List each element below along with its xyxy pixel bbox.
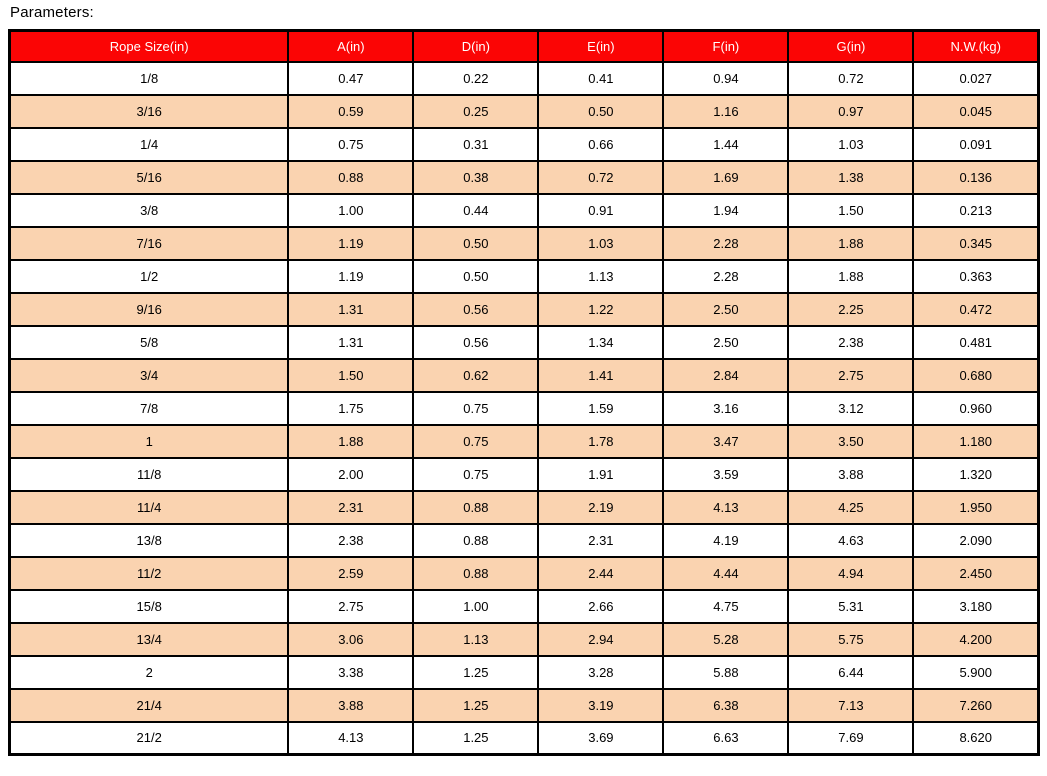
value-cell: 2.59 [288,557,413,590]
value-cell: 3.47 [663,425,788,458]
column-header: Rope Size(in) [10,31,289,62]
rope-size-cell: 15/8 [10,590,289,623]
value-cell: 1.25 [413,722,538,755]
value-cell: 1.88 [288,425,413,458]
value-cell: 1.44 [663,128,788,161]
rope-size-cell: 3/16 [10,95,289,128]
value-cell: 1.950 [913,491,1038,524]
value-cell: 0.44 [413,194,538,227]
value-cell: 0.97 [788,95,913,128]
column-header: A(in) [288,31,413,62]
value-cell: 0.472 [913,293,1038,326]
value-cell: 1.50 [288,359,413,392]
value-cell: 3.06 [288,623,413,656]
value-cell: 0.88 [288,161,413,194]
table-row [10,128,1039,161]
table-row [10,458,1039,491]
value-cell: 0.22 [413,62,538,95]
value-cell: 0.50 [538,95,663,128]
value-cell: 2.75 [788,359,913,392]
table-row [10,656,1039,689]
value-cell: 1.16 [663,95,788,128]
rope-size-cell: 9/16 [10,293,289,326]
value-cell: 3.12 [788,392,913,425]
value-cell: 1.31 [288,293,413,326]
value-cell: 2.94 [538,623,663,656]
value-cell: 2.66 [538,590,663,623]
table-row [10,194,1039,227]
value-cell: 3.38 [288,656,413,689]
value-cell: 1.88 [788,227,913,260]
value-cell: 0.75 [413,425,538,458]
value-cell: 2.38 [788,326,913,359]
value-cell: 1.03 [538,227,663,260]
rope-size-cell: 3/8 [10,194,289,227]
column-header: N.W.(kg) [913,31,1038,62]
column-header: D(in) [413,31,538,62]
value-cell: 0.680 [913,359,1038,392]
value-cell: 1.03 [788,128,913,161]
value-cell: 3.59 [663,458,788,491]
value-cell: 4.25 [788,491,913,524]
value-cell: 2.28 [663,227,788,260]
value-cell: 3.19 [538,689,663,722]
value-cell: 2.00 [288,458,413,491]
value-cell: 0.72 [788,62,913,95]
rope-size-cell: 1/4 [10,128,289,161]
table-row [10,590,1039,623]
value-cell: 6.38 [663,689,788,722]
value-cell: 1.19 [288,227,413,260]
value-cell: 7.13 [788,689,913,722]
value-cell: 2.090 [913,524,1038,557]
value-cell: 0.59 [288,95,413,128]
page-title: Parameters: [10,4,94,21]
value-cell: 7.260 [913,689,1038,722]
value-cell: 2.28 [663,260,788,293]
value-cell: 2.31 [538,524,663,557]
value-cell: 4.75 [663,590,788,623]
value-cell: 1.69 [663,161,788,194]
value-cell: 8.620 [913,722,1038,755]
rope-size-cell: 1 [10,425,289,458]
value-cell: 5.88 [663,656,788,689]
table-row [10,359,1039,392]
table-row [10,326,1039,359]
value-cell: 3.16 [663,392,788,425]
value-cell: 0.88 [413,491,538,524]
value-cell: 1.50 [788,194,913,227]
value-cell: 4.63 [788,524,913,557]
value-cell: 0.41 [538,62,663,95]
value-cell: 0.091 [913,128,1038,161]
parameters-table [8,29,1040,756]
value-cell: 0.31 [413,128,538,161]
value-cell: 1.78 [538,425,663,458]
value-cell: 1.180 [913,425,1038,458]
value-cell: 1.94 [663,194,788,227]
table-body [10,62,1039,755]
rope-size-cell: 7/16 [10,227,289,260]
value-cell: 2.31 [288,491,413,524]
value-cell: 4.200 [913,623,1038,656]
table-header-row [10,31,1039,62]
value-cell: 0.027 [913,62,1038,95]
value-cell: 2.50 [663,293,788,326]
value-cell: 1.75 [288,392,413,425]
value-cell: 1.19 [288,260,413,293]
value-cell: 0.88 [413,524,538,557]
column-header: G(in) [788,31,913,62]
value-cell: 3.69 [538,722,663,755]
table-row [10,722,1039,755]
value-cell: 3.28 [538,656,663,689]
value-cell: 2.25 [788,293,913,326]
table-row [10,557,1039,590]
value-cell: 1.320 [913,458,1038,491]
value-cell: 2.44 [538,557,663,590]
table-row [10,260,1039,293]
value-cell: 1.34 [538,326,663,359]
value-cell: 0.363 [913,260,1038,293]
value-cell: 2.38 [288,524,413,557]
value-cell: 0.136 [913,161,1038,194]
rope-size-cell: 3/4 [10,359,289,392]
value-cell: 0.213 [913,194,1038,227]
table-row [10,392,1039,425]
value-cell: 0.75 [413,392,538,425]
rope-size-cell: 1/8 [10,62,289,95]
value-cell: 0.38 [413,161,538,194]
rope-size-cell: 11/8 [10,458,289,491]
value-cell: 2.84 [663,359,788,392]
table-row [10,95,1039,128]
value-cell: 0.50 [413,260,538,293]
value-cell: 3.88 [788,458,913,491]
value-cell: 1.13 [538,260,663,293]
rope-size-cell: 21/4 [10,689,289,722]
value-cell: 1.91 [538,458,663,491]
value-cell: 1.00 [288,194,413,227]
value-cell: 0.960 [913,392,1038,425]
value-cell: 0.56 [413,293,538,326]
value-cell: 5.75 [788,623,913,656]
value-cell: 1.38 [788,161,913,194]
value-cell: 5.28 [663,623,788,656]
rope-size-cell: 13/8 [10,524,289,557]
rope-size-cell: 5/16 [10,161,289,194]
value-cell: 0.75 [413,458,538,491]
table-row [10,62,1039,95]
value-cell: 6.63 [663,722,788,755]
rope-size-cell: 13/4 [10,623,289,656]
table-row [10,161,1039,194]
value-cell: 0.47 [288,62,413,95]
value-cell: 1.41 [538,359,663,392]
table-row [10,689,1039,722]
value-cell: 3.180 [913,590,1038,623]
rope-size-cell: 7/8 [10,392,289,425]
value-cell: 1.59 [538,392,663,425]
value-cell: 3.88 [288,689,413,722]
value-cell: 6.44 [788,656,913,689]
value-cell: 4.13 [663,491,788,524]
rope-size-cell: 11/2 [10,557,289,590]
value-cell: 0.345 [913,227,1038,260]
value-cell: 1.00 [413,590,538,623]
value-cell: 0.94 [663,62,788,95]
value-cell: 0.66 [538,128,663,161]
column-header: E(in) [538,31,663,62]
value-cell: 0.481 [913,326,1038,359]
value-cell: 2.19 [538,491,663,524]
value-cell: 0.91 [538,194,663,227]
rope-size-cell: 5/8 [10,326,289,359]
value-cell: 0.25 [413,95,538,128]
rope-size-cell: 1/2 [10,260,289,293]
rope-size-cell: 21/2 [10,722,289,755]
value-cell: 1.22 [538,293,663,326]
value-cell: 1.31 [288,326,413,359]
rope-size-cell: 2 [10,656,289,689]
value-cell: 2.50 [663,326,788,359]
value-cell: 1.25 [413,689,538,722]
value-cell: 7.69 [788,722,913,755]
value-cell: 4.94 [788,557,913,590]
value-cell: 5.900 [913,656,1038,689]
value-cell: 0.56 [413,326,538,359]
value-cell: 1.13 [413,623,538,656]
value-cell: 2.75 [288,590,413,623]
table-row [10,425,1039,458]
value-cell: 0.045 [913,95,1038,128]
value-cell: 0.50 [413,227,538,260]
value-cell: 0.75 [288,128,413,161]
table-row [10,227,1039,260]
value-cell: 5.31 [788,590,913,623]
value-cell: 1.88 [788,260,913,293]
value-cell: 4.19 [663,524,788,557]
value-cell: 0.72 [538,161,663,194]
value-cell: 4.13 [288,722,413,755]
value-cell: 1.25 [413,656,538,689]
column-header: F(in) [663,31,788,62]
table-row [10,293,1039,326]
value-cell: 3.50 [788,425,913,458]
table-row [10,491,1039,524]
table-row [10,524,1039,557]
value-cell: 4.44 [663,557,788,590]
rope-size-cell: 11/4 [10,491,289,524]
value-cell: 0.88 [413,557,538,590]
table-row [10,623,1039,656]
value-cell: 0.62 [413,359,538,392]
value-cell: 2.450 [913,557,1038,590]
